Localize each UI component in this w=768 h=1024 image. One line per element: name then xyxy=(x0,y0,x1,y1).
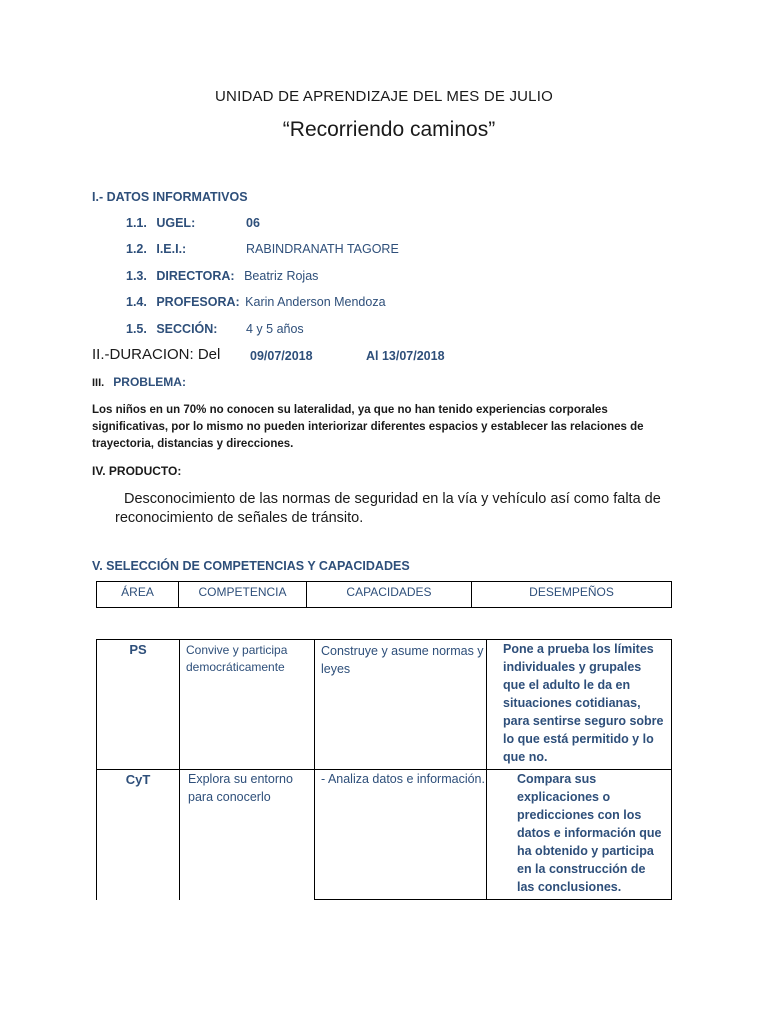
competencias-header-table xyxy=(96,581,672,608)
datos-item-directora xyxy=(126,269,318,283)
duracion-to: Al 13/07/2018 xyxy=(366,349,445,363)
datos-num: 1.1. xyxy=(126,216,147,230)
datos-item-profesora xyxy=(126,295,386,309)
desempenos-cell: Pone a prueba los límites individuales y grupales que el adulto le da en situaciones cotidianas, para sentirse seguro sobre lo que está permitido y lo que no. xyxy=(487,640,672,770)
column-header: DESEMPEÑOS xyxy=(472,582,672,608)
document-subtitle: “Recorriendo caminos” xyxy=(282,118,496,141)
datos-value: Beatriz Rojas xyxy=(244,269,319,283)
duracion-label: II.-DURACION: Del xyxy=(92,346,221,363)
datos-num: 1.5. xyxy=(126,322,147,336)
column-header: COMPETENCIA xyxy=(179,582,307,608)
column-header: ÁREA xyxy=(97,582,179,608)
column-header: CAPACIDADES xyxy=(307,582,472,608)
problema-label: PROBLEMA: xyxy=(113,375,186,389)
datos-label: DIRECTORA: xyxy=(156,269,235,283)
competencias-heading: V. SELECCIÓN DE COMPETENCIAS Y CAPACIDADES xyxy=(92,559,410,573)
capacidades-cell: - Analiza datos e información. xyxy=(315,770,487,900)
datos-item-iei xyxy=(126,242,399,256)
area-cell: PS xyxy=(97,640,180,770)
datos-item-seccion xyxy=(126,322,304,336)
producto-text: Desconocimiento de las normas de seguridad en la vía y vehículo así como falta de reconocimiento de señales de tránsito. xyxy=(115,491,661,526)
datos-heading: I.- DATOS INFORMATIVOS xyxy=(92,190,248,204)
area-cell: CyT xyxy=(97,770,180,900)
table-row xyxy=(97,640,672,770)
datos-item-ugel xyxy=(126,216,260,230)
datos-value: 06 xyxy=(246,216,260,230)
competencia-cell: Convive y participa democráticamente xyxy=(180,640,315,770)
datos-value: 4 y 5 años xyxy=(246,322,304,336)
datos-num: 1.3. xyxy=(126,269,147,283)
datos-value: RABINDRANATH TAGORE xyxy=(246,242,399,256)
datos-num: 1.2. xyxy=(126,242,147,256)
capacidades-cell: Construye y asume normas y leyes xyxy=(315,640,487,770)
problema-heading xyxy=(92,375,186,389)
producto-heading: IV. PRODUCTO: xyxy=(92,464,182,478)
datos-label: UGEL: xyxy=(156,216,196,230)
datos-label: PROFESORA: xyxy=(156,295,240,309)
problema-num: III. xyxy=(92,377,105,389)
competencia-cell: Explora su entorno para conocerlo xyxy=(180,770,315,900)
duracion-from: 09/07/2018 xyxy=(250,349,313,363)
datos-label: I.E.I.: xyxy=(156,242,187,256)
problema-text: Los niños en un 70% no conocen su lateralidad, ya que no han tenido experiencias corporales significativas, por lo mismo no pueden interiorizar diferentes espacios y establecer las relaciones de trayectoria, distancias y direcciones. xyxy=(92,404,644,450)
desempenos-cell: Compara sus explicaciones o predicciones con los datos e información que ha obtenido y participa en la construcción de las conclusiones. xyxy=(487,770,672,900)
datos-label: SECCIÓN: xyxy=(156,322,218,336)
document-title: UNIDAD DE APRENDIZAJE DEL MES DE JULIO xyxy=(215,88,553,105)
datos-value: Karin Anderson Mendoza xyxy=(245,295,386,309)
competencias-table xyxy=(96,639,672,900)
table-row xyxy=(97,770,672,900)
datos-num: 1.4. xyxy=(126,295,147,309)
